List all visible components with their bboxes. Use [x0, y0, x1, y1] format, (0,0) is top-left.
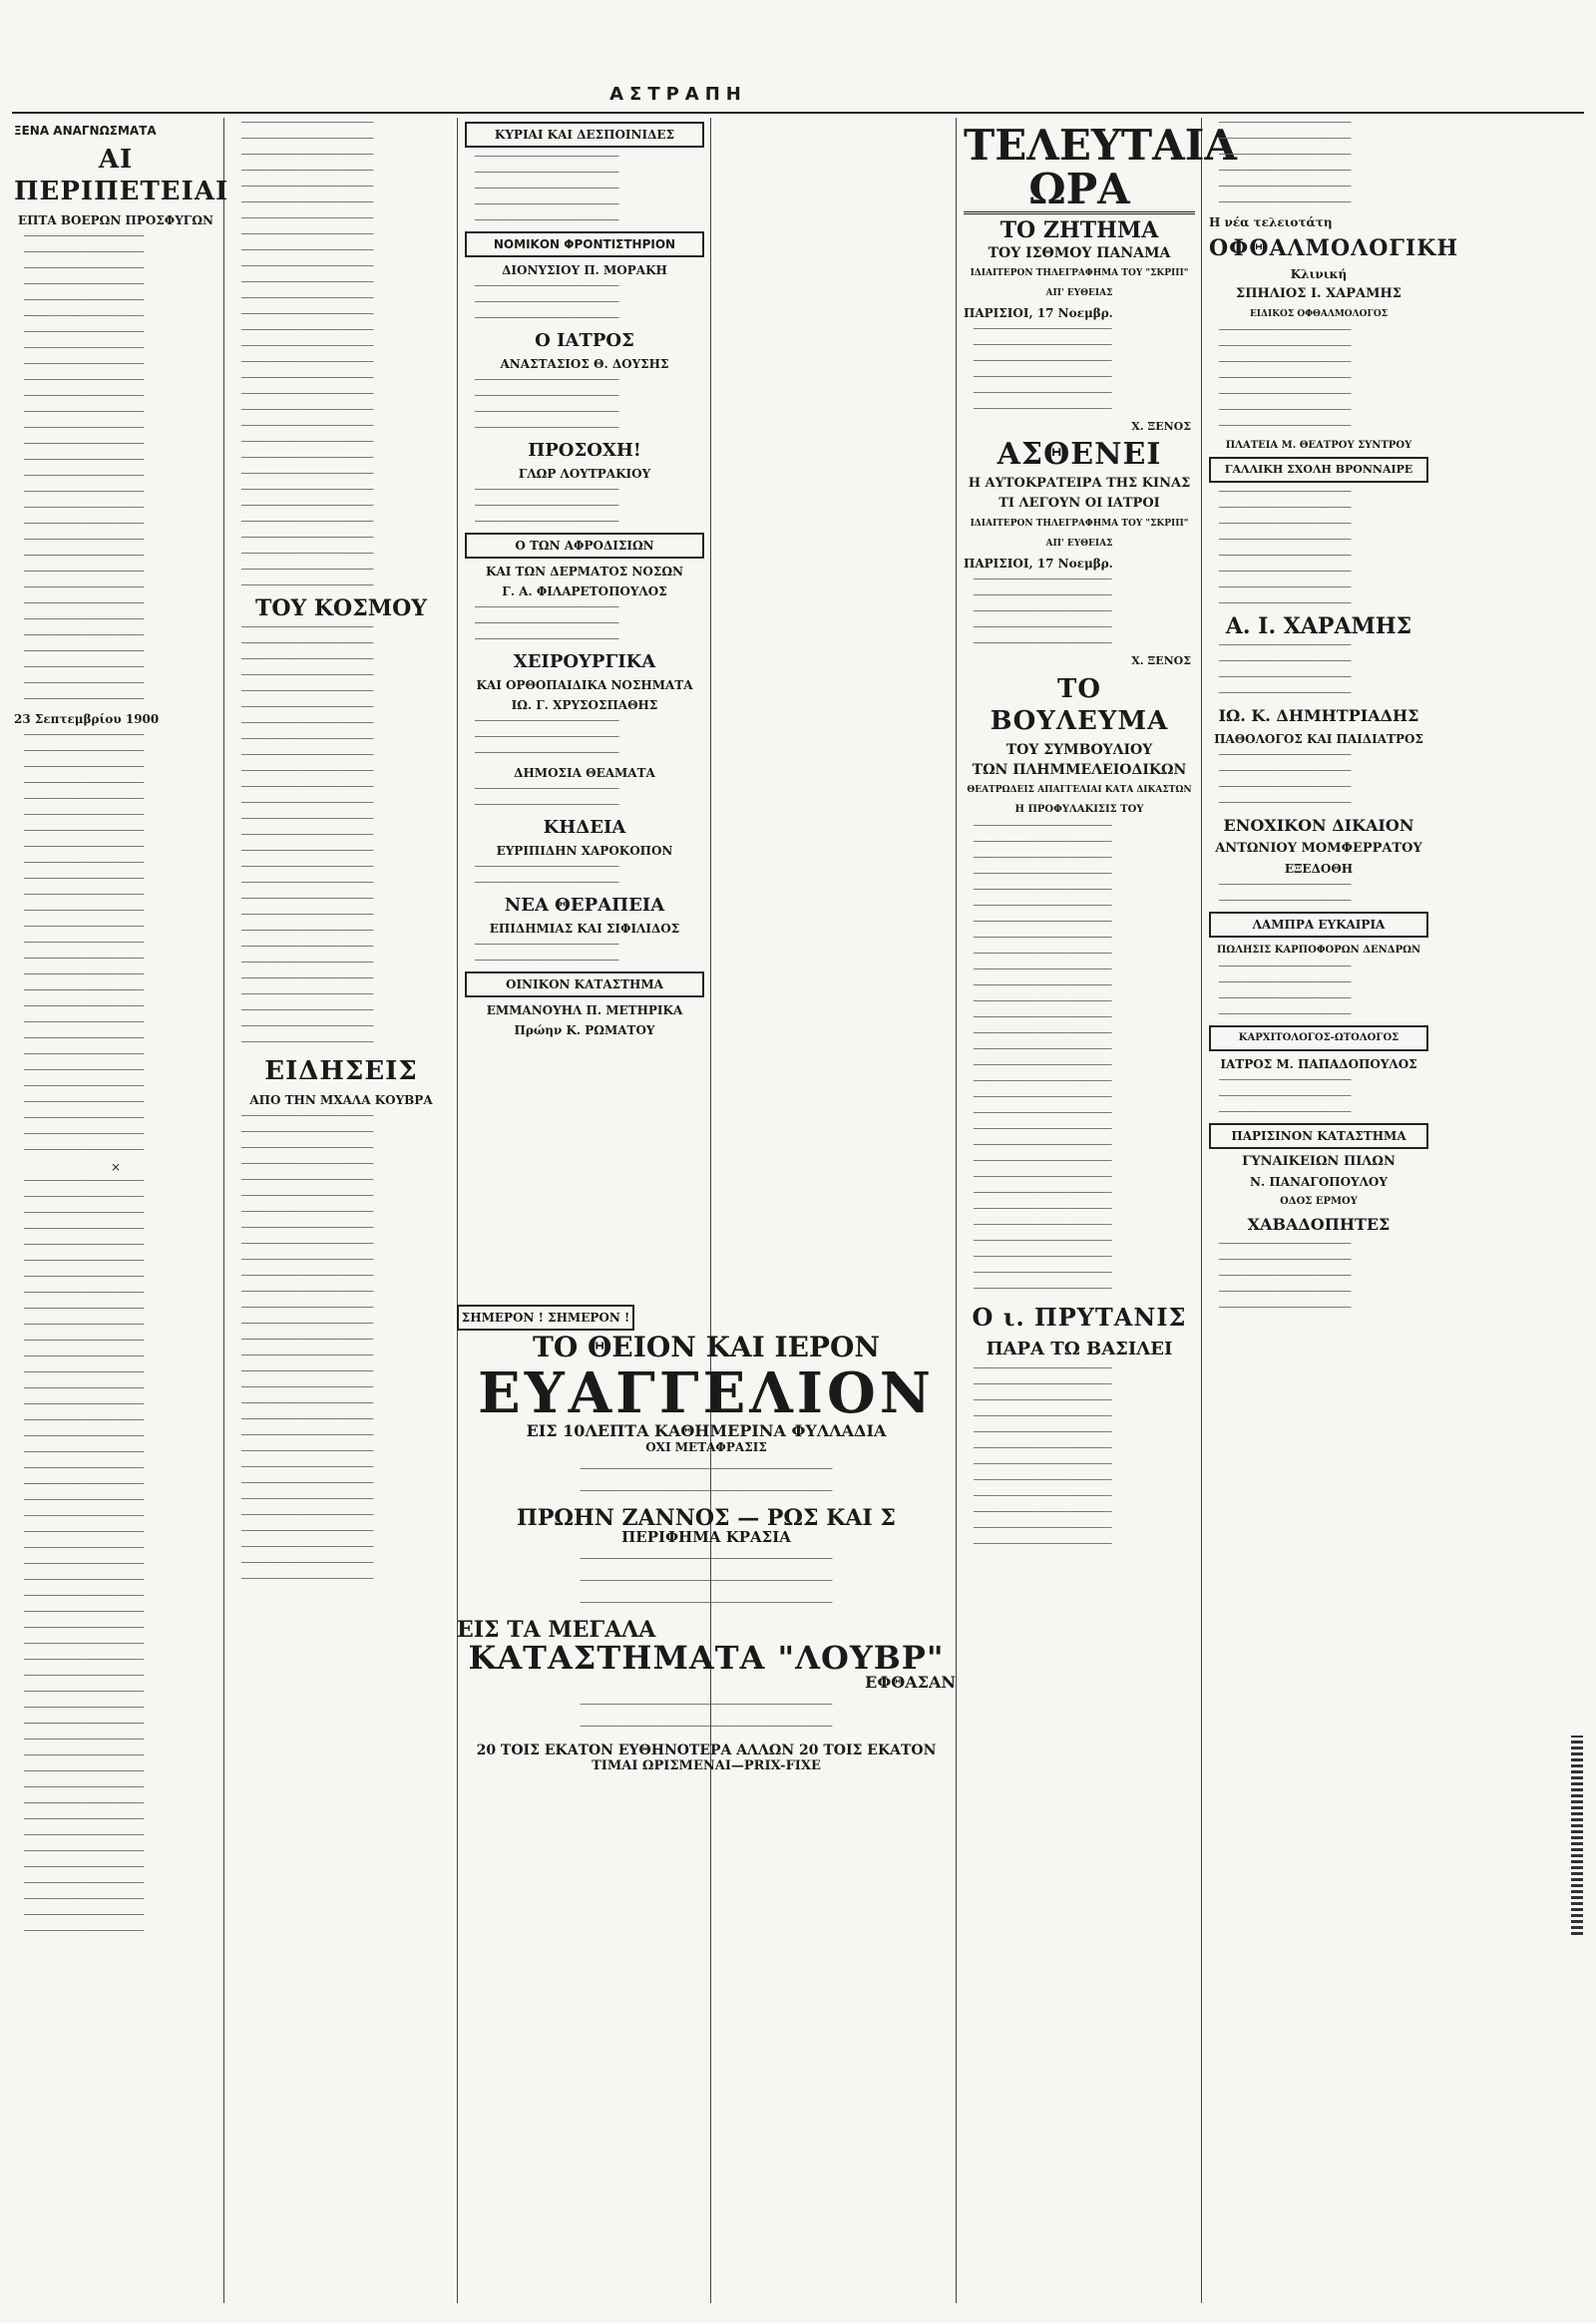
ad-subtitle: ΠΩΛΗΣΙΣ ΚΑΡΠΟΦΟΡΩΝ ΔΕΝΔΡΩΝ	[1216, 945, 1421, 956]
ad-name: ΑΝΤΩΝΙΟΥ ΜΟΜΦΕΡΡΑΤΟΥ	[1215, 841, 1422, 856]
ad-name: ΑΝΑΣΤΑΣΙΟΣ Θ. ΔΟΥΣΗΣ	[500, 357, 669, 371]
dateline: ΠΑΡΙΣΙΟΙ, 17 Νοεμβρ.	[964, 557, 1113, 572]
section-separator: ×	[110, 1160, 122, 1174]
ad-subtitle: Κλινική	[1290, 267, 1348, 281]
ad-subtitle: ΕΞΕΔΟΘΗ	[1284, 862, 1354, 876]
section-label: ΞΕΝΑ ΑΝΑΓΝΩΣΜΑΤΑ	[14, 124, 157, 138]
wire-sublabel: ΑΠ' ΕΥΘΕΙΑΣ	[1045, 288, 1113, 298]
article-body: ─────────────────────── ─────────────────────── ─────────────────────── ─────────────────────── ─────────────────────── ───────────────────────	[974, 324, 1112, 415]
ad-body: ────────────────────── ────────────────────── ────────────────────── ──────────────────────	[1219, 640, 1352, 699]
ad-title: ΔΗΜΟΣΙΑ ΘΕΑΜΑΤΑ	[514, 766, 655, 780]
gospel-ad	[457, 1303, 956, 1775]
column-divider	[223, 118, 224, 2303]
ad-subtitle: ΚΑΙ ΟΡΘΟΠΑΙΔΙΚΑ ΝΟΣΗΜΑΤΑ	[476, 678, 693, 692]
ad-role: ΠΑΘΟΛΟΓΟΣ ΚΑΙ ΠΑΙΔΙΑΤΡΟΣ	[1214, 732, 1423, 746]
news-headline: ΤΟ ΖΗΤΗΜΑ	[999, 217, 1159, 243]
masthead-rule	[12, 112, 1584, 114]
ad-name: ΙΩ. Γ. ΧΡΥΣΟΣΠΑΘΗΣ	[511, 698, 658, 712]
article-body: ──────────────────── ──────────────────── ──────────────────── ──────────────────── ──────────────────── ──────────────────── ──────────────────── ──────────────────── ──────────────────── ──────────────────── ──────────────────── ──────────────────── ──────────────────── ──────────────────── ──────────────────── ──────────────────── ──────────────────── ──────────────────── ──────────────────── ──────────────────── ──────────────────── ──────────────────── ──────────────────── ──────────────────── ──────────────────── ──────────────────── ────────────────────	[24, 730, 145, 1156]
ad-body: ────────────────────────────────────────── ────────────────────────────────────────── ──────────────────────────────────────────	[580, 1554, 833, 1609]
ad-body: ──────────────────────── ──────────────────────── ────────────────────────	[475, 281, 619, 324]
column-divider	[457, 118, 458, 2303]
article-signature: Χ. ΞΕΝΟΣ	[1131, 654, 1191, 668]
article-headline: ΑΙ ΠΕΡΙΠΕΤΕΙΑΙ	[14, 145, 229, 206]
news-subhead: ΤΩΝ ΠΛΗΜΜΕΛΕΙΟΔΙΚΩΝ	[972, 762, 1187, 779]
news-subhead: ΠΑΡΑ ΤΩ ΒΑΣΙΛΕΙ	[986, 1339, 1173, 1360]
ad-title: ΟΙΝΙΚΟΝ ΚΑΤΑΣΤΗΜΑ	[465, 971, 704, 997]
ad-line: ΠΕΡΙΦΗΜΑ ΚΡΑΣΙΑ	[621, 1528, 791, 1546]
news-subhead: ΘΕΑΤΡΩΔΕΙΣ ΑΠΑΓΓΕΛΙΑΙ ΚΑΤΑ ΔΙΚΑΣΤΩΝ	[967, 785, 1192, 796]
ad-role: ΕΙΔΙΚΟΣ ΟΦΘΑΛΜΟΛΟΓΟΣ	[1249, 309, 1389, 319]
ad-title: ΝΟΜΙΚΟΝ ΦΡΟΝΤΙΣΤΗΡΙΟΝ	[465, 231, 704, 257]
ad-title: ΚΥΡΙΑΙ ΚΑΙ ΔΕΣΠΟΙΝΙΔΕΣ	[465, 122, 704, 148]
section-headline: ΤΕΛΕΥΤΑΙΑ ΩΡΑ	[964, 121, 1237, 213]
column-divider	[956, 118, 957, 2303]
ad-headline: ΕΥΑΓΓΕΛΙΟΝ	[478, 1360, 935, 1426]
article-body: ─────────────────────── ─────────────────────── ─────────────────────── ─────────────────────── ─────────────────────── ─────────────────────── ─────────────────────── ─────────────────────── ─────────────────────── ─────────────────────── ─────────────────────── ───────────────────────	[974, 1363, 1112, 1551]
ad-title: ΠΡΟΣΟΧΗ!	[528, 440, 641, 461]
ad-title: ΠΑΡΙΣΙΝΟΝ ΚΑΤΑΣΤΗΜΑ	[1209, 1123, 1428, 1149]
ad-body: ──────────────────────── ──────────────────────── ──────────────────────── ──────────────────────── ────────────────────────	[475, 152, 619, 226]
ad-line: ΤΟ ΘΕΙΟΝ ΚΑΙ ΙΕΡΟΝ	[533, 1331, 880, 1363]
article-body: ──────────────────── ──────────────────── ──────────────────── ──────────────────── ──────────────────── ──────────────────── ──────────────────── ──────────────────── ──────────────────── ──────────────────── ──────────────────── ──────────────────── ──────────────────── ──────────────────── ──────────────────── ──────────────────── ──────────────────── ──────────────────── ──────────────────── ──────────────────── ──────────────────── ──────────────────── ──────────────────── ──────────────────── ──────────────────── ──────────────────── ──────────────────── ──────────────────── ──────────────────── ──────────────────── ──────────────────── ──────────────────── ──────────────────── ──────────────────── ──────────────────── ──────────────────── ──────────────────── ──────────────────── ──────────────────── ──────────────────── ──────────────────── ──────────────────── ──────────────────── ──────────────────── ──────────────────── ──────────────────── ──────────────────── ────────────────────	[24, 1176, 145, 1938]
ad-subtitle: Πρώην Κ. ΡΩΜΑΤΟΥ	[514, 1023, 655, 1037]
ad-body: ──────────────────────── ──────────────────────── ──────────────────────── ────────────────────────	[475, 375, 619, 434]
ad-body: ────────────────────────────────────────── ──────────────────────────────────────────	[580, 1464, 833, 1497]
ad-line: 20 ΤΟΙΣ ΕΚΑΤΟΝ ΕΥΘΗΝΟΤΕΡΑ ΑΛΛΩΝ 20 ΤΟΙΣ ΕΚΑΤΟΝ	[476, 1742, 937, 1758]
article-body: ──────────────────── ──────────────────── ──────────────────── ──────────────────── ──────────────────── ──────────────────── ──────────────────── ──────────────────── ──────────────────── ──────────────────── ──────────────────── ──────────────────── ──────────────────── ──────────────────── ──────────────────── ──────────────────── ──────────────────── ──────────────────── ──────────────────── ──────────────────── ──────────────────── ──────────────────── ──────────────────── ──────────────────── ──────────────────── ──────────────────── ──────────────────── ──────────────────── ──────────────────── ────────────────────	[24, 231, 145, 705]
dateline: ΠΑΡΙΣΙΟΙ, 17 Νοεμβρ.	[964, 306, 1113, 320]
page-edge-strip	[1571, 1736, 1583, 1935]
column-1	[14, 118, 229, 2303]
ad-address: ΠΛΑΤΕΙΑ Μ. ΘΕΑΤΡΟΥ ΣΥΝΤΡΟΥ	[1225, 440, 1412, 451]
column-divider	[710, 118, 711, 2303]
ad-title: ΓΑΛΛΙΚΗ ΣΧΟΛΗ ΒΡΟΝΝΑΙΡΕ	[1209, 457, 1428, 483]
ad-title: ΟΦΘΑΛΜΟΛΟΓΙΚΗ	[1209, 235, 1459, 261]
ad-body: ──────────────────────── ──────────────────────── ────────────────────────	[475, 602, 619, 645]
article-subhead: ΕΠΤΑ ΒΟΕΡΩΝ ΠΡΟΣΦΥΓΩΝ	[18, 213, 213, 227]
column-divider	[1201, 118, 1202, 2303]
section-heading: ΤΟΥ ΚΟΣΜΟΥ	[255, 595, 427, 621]
ad-body: ──────────────────────── ──────────────────────── ────────────────────────	[475, 485, 619, 528]
article-date: 23 Σεπτεμβρίου 1900	[14, 712, 160, 726]
column-3	[465, 118, 704, 1296]
ad-body: ──────────────────────── ────────────────────────	[475, 784, 619, 811]
ad-banner: ΣΗΜΕΡΟΝ ! ΣΗΜΕΡΟΝ !	[457, 1305, 634, 1331]
article-body: ─────────────────────── ─────────────────────── ─────────────────────── ─────────────────────── ───────────────────────	[974, 575, 1112, 650]
ad-title: Ο ΙΑΤΡΟΣ	[535, 330, 634, 351]
ad-body: ────────────────────── ────────────────────── ────────────────────── ────────────────────── ──────────────────────	[1219, 1239, 1352, 1314]
news-subhead: Η ΠΡΟΦΥΛΑΚΙΣΙΣ ΤΟΥ	[1014, 804, 1144, 816]
ad-line: ΕΙΣ ΤΑ ΜΕΓΑΛΑ	[457, 1617, 656, 1643]
ad-subtitle: ΚΑΙ ΤΩΝ ΔΕΡΜΑΤΟΣ ΝΟΣΩΝ	[486, 565, 683, 579]
ad-body: ──────────────────────── ────────────────────────	[475, 940, 619, 967]
ad-title: ΚΑΡΧΙΤΟΛΟΓΟΣ-ΩΤΟΛΟΓΟΣ	[1209, 1025, 1428, 1051]
wire-label: ΙΔΙΑΙΤΕΡΟΝ ΤΗΛΕΓΡΑΦΗΜΑ ΤΟΥ "ΣΚΡΙΠ"	[970, 519, 1189, 530]
ad-subtitle: ΓΥΝΑΙΚΕΙΩΝ ΠΙΛΩΝ	[1242, 1154, 1396, 1169]
ad-name: Α. Ι. ΧΑΡΑΜΗΣ	[1225, 613, 1412, 639]
ad-name: ΣΠΗΛΙΟΣ Ι. ΧΑΡΑΜΗΣ	[1236, 286, 1401, 301]
ad-name: ΙΩ. Κ. ΔΗΜΗΤΡΙΑΔΗΣ	[1218, 706, 1419, 725]
news-subhead: ΤΟΥ ΙΣΘΜΟΥ ΠΑΝΑΜΑ	[988, 245, 1171, 261]
column-5	[1209, 118, 1459, 2303]
news-subhead: ΤΙ ΛΕΓΟΥΝ ΟΙ ΙΑΤΡΟΙ	[998, 496, 1160, 512]
news-subhead: ΤΟΥ ΣΥΜΒΟΥΛΙΟΥ	[1005, 742, 1153, 759]
ad-body: ────────────────────── ────────────────────── ────────────────────── ────────────────────── ────────────────────── ────────────────────── ──────────────────────	[1219, 325, 1352, 432]
masthead	[0, 40, 1596, 105]
ad-title: ΕΝΟΧΙΚΟΝ ΔΙΚΑΙΟΝ	[1223, 816, 1414, 835]
article-signature: Χ. ΞΕΝΟΣ	[1131, 420, 1191, 433]
wire-sublabel: ΑΠ' ΕΥΘΕΙΑΣ	[1045, 539, 1113, 550]
ad-title: ΝΕΑ ΘΕΡΑΠΕΙΑ	[504, 895, 665, 916]
masthead-title: ΑΣΤΡΑΠΗ	[609, 84, 747, 105]
article-body: ────────────────────── ────────────────────── ────────────────────── ────────────────────── ────────────────────── ────────────────────── ────────────────────── ────────────────────── ────────────────────── ────────────────────── ────────────────────── ────────────────────── ────────────────────── ────────────────────── ────────────────────── ────────────────────── ────────────────────── ────────────────────── ────────────────────── ────────────────────── ────────────────────── ────────────────────── ────────────────────── ────────────────────── ────────────────────── ────────────────────── ────────────────────── ────────────────────── ────────────────────── ──────────────────────	[241, 118, 374, 591]
article-body: ────────────────────── ────────────────────── ────────────────────── ────────────────────── ────────────────────── ────────────────────── ────────────────────── ────────────────────── ────────────────────── ────────────────────── ────────────────────── ────────────────────── ────────────────────── ────────────────────── ────────────────────── ────────────────────── ────────────────────── ────────────────────── ────────────────────── ────────────────────── ────────────────────── ────────────────────── ────────────────────── ────────────────────── ────────────────────── ────────────────────── ────────────────────── ────────────────────── ────────────────────── ──────────────────────	[241, 1111, 374, 1585]
ad-address: ΟΔΟΣ ΕΡΜΟΥ	[1280, 1196, 1358, 1207]
column-4	[964, 118, 1237, 2303]
article-body: ─────────────────────── ─────────────────────── ─────────────────────── ─────────────────────── ─────────────────────── ─────────────────────── ─────────────────────── ─────────────────────── ─────────────────────── ─────────────────────── ─────────────────────── ─────────────────────── ─────────────────────── ─────────────────────── ─────────────────────── ─────────────────────── ─────────────────────── ─────────────────────── ─────────────────────── ─────────────────────── ─────────────────────── ─────────────────────── ─────────────────────── ─────────────────────── ─────────────────────── ─────────────────────── ─────────────────────── ─────────────────────── ─────────────────────── ───────────────────────	[974, 821, 1112, 1296]
column-2	[231, 118, 451, 2303]
ad-name: ΕΜΜΑΝΟΥΗΛ Π. ΜΕΤΗΡΙΚΑ	[486, 1003, 683, 1017]
ad-body: ────────────────────── ────────────────────── ──────────────────────	[1219, 1075, 1352, 1118]
ad-headline: ΚΑΤΑΣΤΗΜΑΤΑ "ΛΟΥΒΡ"	[468, 1639, 945, 1677]
ad-title: Ο ΤΩΝ ΑΦΡΟΔΙΣΙΩΝ	[465, 533, 704, 559]
news-headline: Ο ι. ΠΡΥΤΑΝΙΣ	[972, 1303, 1187, 1333]
ad-body: ──────────────────────── ──────────────────────── ────────────────────────	[475, 716, 619, 759]
ad-body: ────────────────────────────────────────── ──────────────────────────────────────────	[580, 1700, 833, 1733]
ad-name: ΕΥΡΙΠΙΔΗΝ ΧΑΡΟΚΟΠΟΝ	[496, 844, 673, 858]
ad-title: ΚΗΔΕΙΑ	[543, 817, 626, 838]
section-heading: ΕΙΔΗΣΕΙΣ	[264, 1056, 418, 1086]
ad-name: ΙΑΤΡΟΣ Μ. ΠΑΠΑΔΟΠΟΥΛΟΣ	[1220, 1057, 1417, 1071]
ad-body: ────────────────────── ────────────────────── ────────────────────── ──────────────────────	[1219, 750, 1352, 809]
wire-label: ΙΔΙΑΙΤΕΡΟΝ ΤΗΛΕΓΡΑΦΗΜΑ ΤΟΥ "ΣΚΡΙΠ"	[970, 268, 1189, 278]
ad-name: Ν. ΠΑΝΑΓΟΠΟΥΛΟΥ	[1250, 1175, 1388, 1189]
ad-subtitle: ΕΠΙΔΗΜΙΑΣ ΚΑΙ ΣΙΦΙΛΙΔΟΣ	[489, 922, 680, 936]
ad-head: Η νέα τελειοτάτη	[1209, 215, 1333, 229]
ad-line: ΠΡΩΗΝ ΖΑΝΝΟΣ — ΡΩΣ ΚΑΙ Σ	[517, 1505, 896, 1531]
ad-body: ────────────────────── ────────────────────── ────────────────────── ────────────────────── ────────────────────── ────────────────────── ────────────────────── ──────────────────────	[1219, 487, 1352, 609]
ad-title: ΧΕΙΡΟΥΡΓΙΚΑ	[513, 651, 656, 672]
ad-body: ────────────────────── ────────────────────── ────────────────────── ────────────────────── ────────────────────── ──────────────────────	[1219, 118, 1352, 208]
news-headline: ΤΟ ΒΟΥΛΕΥΜΑ	[990, 674, 1169, 737]
ad-line: ΕΙΣ 10ΛΕΠΤΑ ΚΑΘΗΜΕΡΙΝΑ ΦΥΛΛΑΔΙΑ	[526, 1421, 887, 1440]
news-headline: ΑΣΘΕΝΕΙ	[997, 437, 1162, 473]
ad-subtitle: ΓΛΩΡ ΛΟΥΤΡΑΚΙΟΥ	[518, 467, 651, 481]
ad-title: ΛΑΜΠΡΑ ΕΥΚΑΙΡΙΑ	[1209, 912, 1428, 938]
ad-name: ΔΙΟΝΥΣΙΟΥ Π. ΜΟΡΑΚΗ	[502, 263, 667, 277]
article-body: ────────────────────── ────────────────────── ────────────────────── ────────────────────── ────────────────────── ────────────────────── ────────────────────── ────────────────────── ────────────────────── ────────────────────── ────────────────────── ────────────────────── ────────────────────── ────────────────────── ────────────────────── ────────────────────── ────────────────────── ────────────────────── ────────────────────── ────────────────────── ────────────────────── ────────────────────── ────────────────────── ────────────────────── ────────────────────── ────────────────────── ──────────────────────	[241, 622, 374, 1048]
ad-body: ──────────────────────── ────────────────────────	[475, 862, 619, 889]
ad-name: Γ. Α. ΦΙΛΑΡΕΤΟΠΟΥΛΟΣ	[502, 584, 667, 598]
section-subheading: ΑΠΟ ΤΗΝ ΜΧΑΛΑ ΚΟΥΒΡΑ	[249, 1093, 433, 1107]
ad-line: ΕΦΘΑΣΑΝ	[865, 1673, 956, 1692]
ad-title: ΧΑΒΑΔΟΠΗΤΕΣ	[1247, 1215, 1391, 1234]
ad-line: ΟΧΙ ΜΕΤΑΦΡΑΣΙΣ	[645, 1440, 767, 1454]
ad-body: ────────────────────── ────────────────────── ────────────────────── ──────────────────────	[1219, 962, 1352, 1020]
ad-body: ────────────────────── ──────────────────────	[1219, 880, 1352, 907]
ad-line: ΤΙΜΑΙ ΩΡΙΣΜΕΝΑΙ—PRIX-FIXE	[592, 1758, 821, 1773]
news-subhead: Η ΑΥΤΟΚΡΑΤΕΙΡΑ ΤΗΣ ΚΙΝΑΣ	[968, 476, 1191, 492]
